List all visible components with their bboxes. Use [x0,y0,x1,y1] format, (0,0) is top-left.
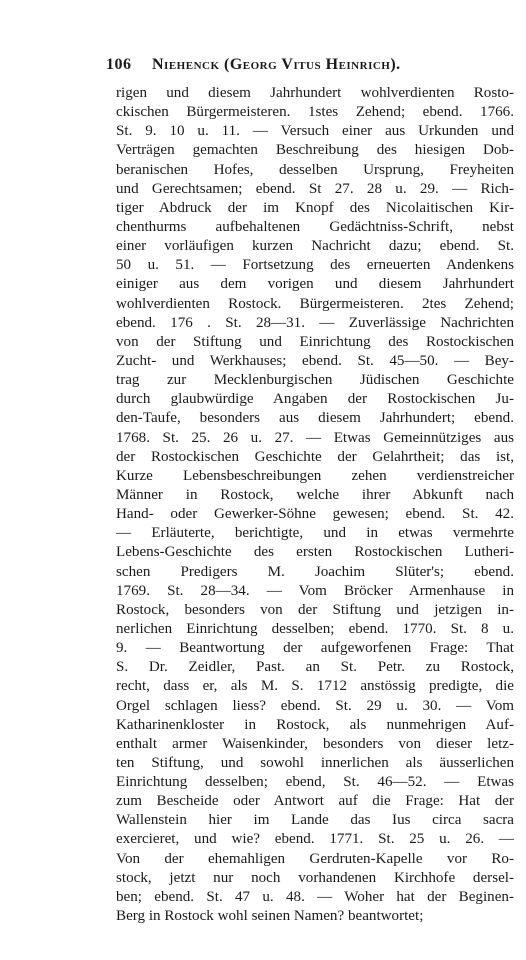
text-line: einer vorläufigen kurzen Nachricht dazu; ebend. St. [116,238,514,255]
text-line: Rostock, besonders von der Stiftung und jetzigen in- [116,601,514,618]
text-line: den-Taufe, besonders aus diesem Jahrhundert; ebend. [116,410,514,427]
text-line: Verträgen gemachten Beschreibung des hiesigen Dob- [116,142,514,159]
text-line: trag zur Mecklenburgischen Jüdischen Geschichte [116,372,514,389]
text-line: exercieret, und wie? ebend. 1771. St. 25 u. 26. — [116,831,514,848]
text-line: Kurze Lebensbeschreibungen zehen verdienstreicher [116,467,514,484]
text-line: schen Predigers M. Joachim Slüter's; ebend. [116,563,514,580]
text-line: Berg in Rostock wohl seinen Namen? beantwortet; [116,908,424,925]
body-text [116,84,514,926]
text-line: Katharinenkloster in Rostock, als nunmehrigen Auf- [116,716,514,733]
text-line: ebend. 176 . St. 28—31. — Zuverlässige Nachrichten [116,314,514,331]
text-line: von der Stiftung und Einrichtung des Rostockischen [116,333,514,350]
text-line: recht, dass er, als M. S. 1712 anstössig predigte, die [116,678,514,695]
text-line: Lebens-Geschichte des ersten Rostockischen Lutheri- [116,544,514,561]
text-line: Männer in Rostock, welche ihrer Abkunft nach [116,486,514,503]
text-line: der Rostockischen Geschichte der Gelahrtheit; das ist, [116,448,514,465]
text-line: einiger aus dem vorigen und diesem Jahrhundert [116,276,514,293]
text-line: — Erläuterte, berichtigte, und in etwas vermehrte [116,525,514,542]
text-line: tiger Abdruck der im Knopf des Nicolaitischen Kir- [116,199,514,216]
text-line: S. Dr. Zeidler, Past. an St. Petr. zu Rostock, [116,659,514,676]
text-line: stock, jetzt nur noch vorhandenen Kirchhofe dersel- [116,869,514,886]
text-line: rigen und diesem Jahrhundert wohlverdienten Rosto- [116,85,514,101]
text-line: 50 u. 51. — Fortsetzung des erneuerten Andenkens [116,257,514,274]
text-line: Orgel schlagen liess? ebend. St. 29 u. 30. — Vom [116,697,514,714]
text-line: und Gerechtsamen; ebend. St 27. 28 u. 29. — Rich- [116,180,514,197]
running-title: Niehenck (Georg Vitus Heinrich). [152,56,401,73]
text-line: 1769. St. 28—34. — Vom Bröcker Armenhause in [116,582,514,599]
text-line: enthalt armer Waisenkinder, besonders von dieser letz- [116,735,514,752]
text-line: Hand- oder Gewerker-Söhne gewesen; ebend. St. 42. [116,506,514,523]
text-line: ten Stiftung, und sowohl innerlichen als äusserlichen [116,754,514,771]
text-line: ben; ebend. St. 47 u. 48. — Woher hat der Beginen- [116,888,514,905]
text-line: 1768. St. 25. 26 u. 27. — Etwas Gemeinnütziges aus [116,429,514,446]
text-line: 9. — Beantwortung der aufgeworfenen Frage: That [116,640,514,657]
text-line: Einrichtung desselben; ebend, St. 46—52. — Etwas [116,774,514,791]
text-line: St. 9. 10 u. 11. — Versuch einer aus Urkunden und [116,123,514,140]
text-line: beranischen Hofes, desselben Ursprung, Freyheiten [116,161,514,178]
text-line: Von der ehemahligen Gerdruten-Kapelle vor Ro- [116,850,514,867]
text-line: durch glaubwürdige Angaben der Rostockischen Ju- [116,391,514,408]
page-number: 106 [106,56,132,73]
text-line: ckischen Bürgermeisteren. 1stes Zehend; ebend. 1766. [116,104,514,121]
text-line: chenthurms aufbehaltenen Gedächtniss-Schrift, nebst [116,218,514,235]
page-header [106,56,508,78]
text-line: nerlichen Einrichtung desselben; ebend. 1770. St. 8 u. [116,620,514,637]
text-line: Wallenstein hier im Lande das Ius circa sacra [116,812,514,829]
text-line: Zucht- und Werkhauses; ebend. St. 45—50. — Bey- [116,352,514,369]
text-line: zum Bescheide oder Antwort auf die Frage: Hat der [116,793,514,810]
text-line: wohlverdienten Rostock. Bürgermeisteren. 2tes Zehend; [116,295,514,312]
